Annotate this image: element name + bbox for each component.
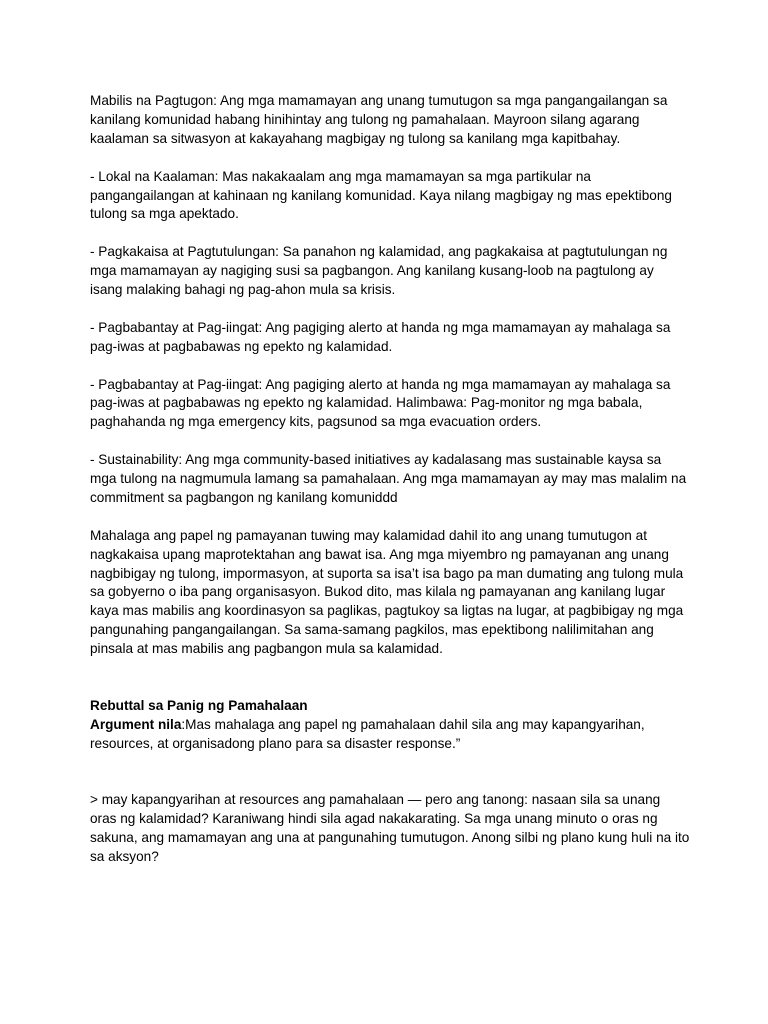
rebuttal-response: > may kapangyarihan at resources ang pamahalaan — pero ang tanong: nasaan sila sa unang oras ng kalamidad? Karaniwang hindi sila agad nakakarating. Sa mga unang minuto o oras ng sakuna, ang mamamayan ang una at pangunahing tumutugon. Anong silbi ng plano kung huli na ito sa aksyon? <box>90 792 690 865</box>
rebuttal-heading: Rebuttal sa Panig ng Pamahalaan <box>90 697 308 713</box>
document-page <box>90 92 690 886</box>
paragraph-mahalaga: Mahalaga ang papel ng pamayanan tuwing may kalamidad dahil ito ang unang tumutugon at nagkakaisa upang maprotektahan ang bawat isa. Ang mga miyembro ng pamayanan ang unang nagbibigay ng tulong, impormasyon, at suporta sa isa’t isa bago pa man dumating ang tulong mula sa gobyerno o iba pang organisasyon. Bukod dito, mas kilala ng pamayanan ang kanilang lugar kaya mas mabilis ang koordinasyon sa paglikas, pagtukoy sa ligtas na lugar, at pagbibigay ng mga pangunahing pangangailangan. Sa sama-samang pagkilos, mas epektibong nalilimitahan ang pinsala at mas mabilis ang pagbangon mula sa kalamidad. <box>90 527 684 657</box>
paragraph-pagkakaisa: - Pagkakaisa at Pagtutulungan: Sa panahon ng kalamidad, ang pagkakaisa at pagtutulungan ng mga mamamayan ay nagiging susi sa pagbangon. Ang kanilang kusang-loob na pagtulong ay isang malaking bahagi ng pag-ahon mula sa krisis. <box>90 244 668 298</box>
paragraph-sustainability: - Sustainability: Ang mga community-based initiatives ay kadalasang mas sustainable kaysa sa mga tulong na nagmumula lamang sa pamahalaan. Ang mga mamamayan ay may mas malalim na commitment sa pagbangon ng kanilang komuniddd <box>90 452 687 505</box>
argument-label: Argument nila <box>90 716 182 732</box>
paragraph-pagbabantay-2: - Pagbabantay at Pag-iingat: Ang pagiging alerto at handa ng mga mamamayan ay mahalaga sa pag-iwas at pagbabawas ng epekto ng kalamidad. Halimbawa: Pag-monitor ng mga babala, paghahanda ng mga emergency kits, pagsunod sa mga evacuation orders. <box>90 376 671 430</box>
blank-line <box>90 678 690 697</box>
paragraph-mabilis-na-pagtugon: Mabilis na Pagtugon: Ang mga mamamayan ang unang tumutugon sa mga pangangailangan sa kanilang komunidad habang hinihintay ang tulong ng pamahalaan. Mayroon silang agarang kaalaman sa sitwasyon at kakayahang magbigay ng tulong sa kanilang mga kapitbahay. <box>90 93 668 146</box>
blank-line <box>90 772 690 791</box>
argument-paragraph <box>90 716 690 754</box>
paragraph-lokal-na-kaalaman: - Lokal na Kaalaman: Mas nakakaalam ang mga mamamayan sa mga partikular na pangangailangan at kahinaan ng kanilang komunidad. Kaya nilang magbigay ng mas epektibong tulong sa mga apektado. <box>90 168 672 222</box>
paragraph-pagbabantay-1: - Pagbabantay at Pag-iingat: Ang pagiging alerto at handa ng mga mamamayan ay mahalaga sa pag-iwas at pagbabawas ng epekto ng kalamidad. <box>90 319 671 354</box>
argument-text: :Mas mahalaga ang papel ng pamahalaan dahil sila ang may kapangyarihan, resources, at organisadong plano para sa disaster response.” <box>90 716 645 751</box>
